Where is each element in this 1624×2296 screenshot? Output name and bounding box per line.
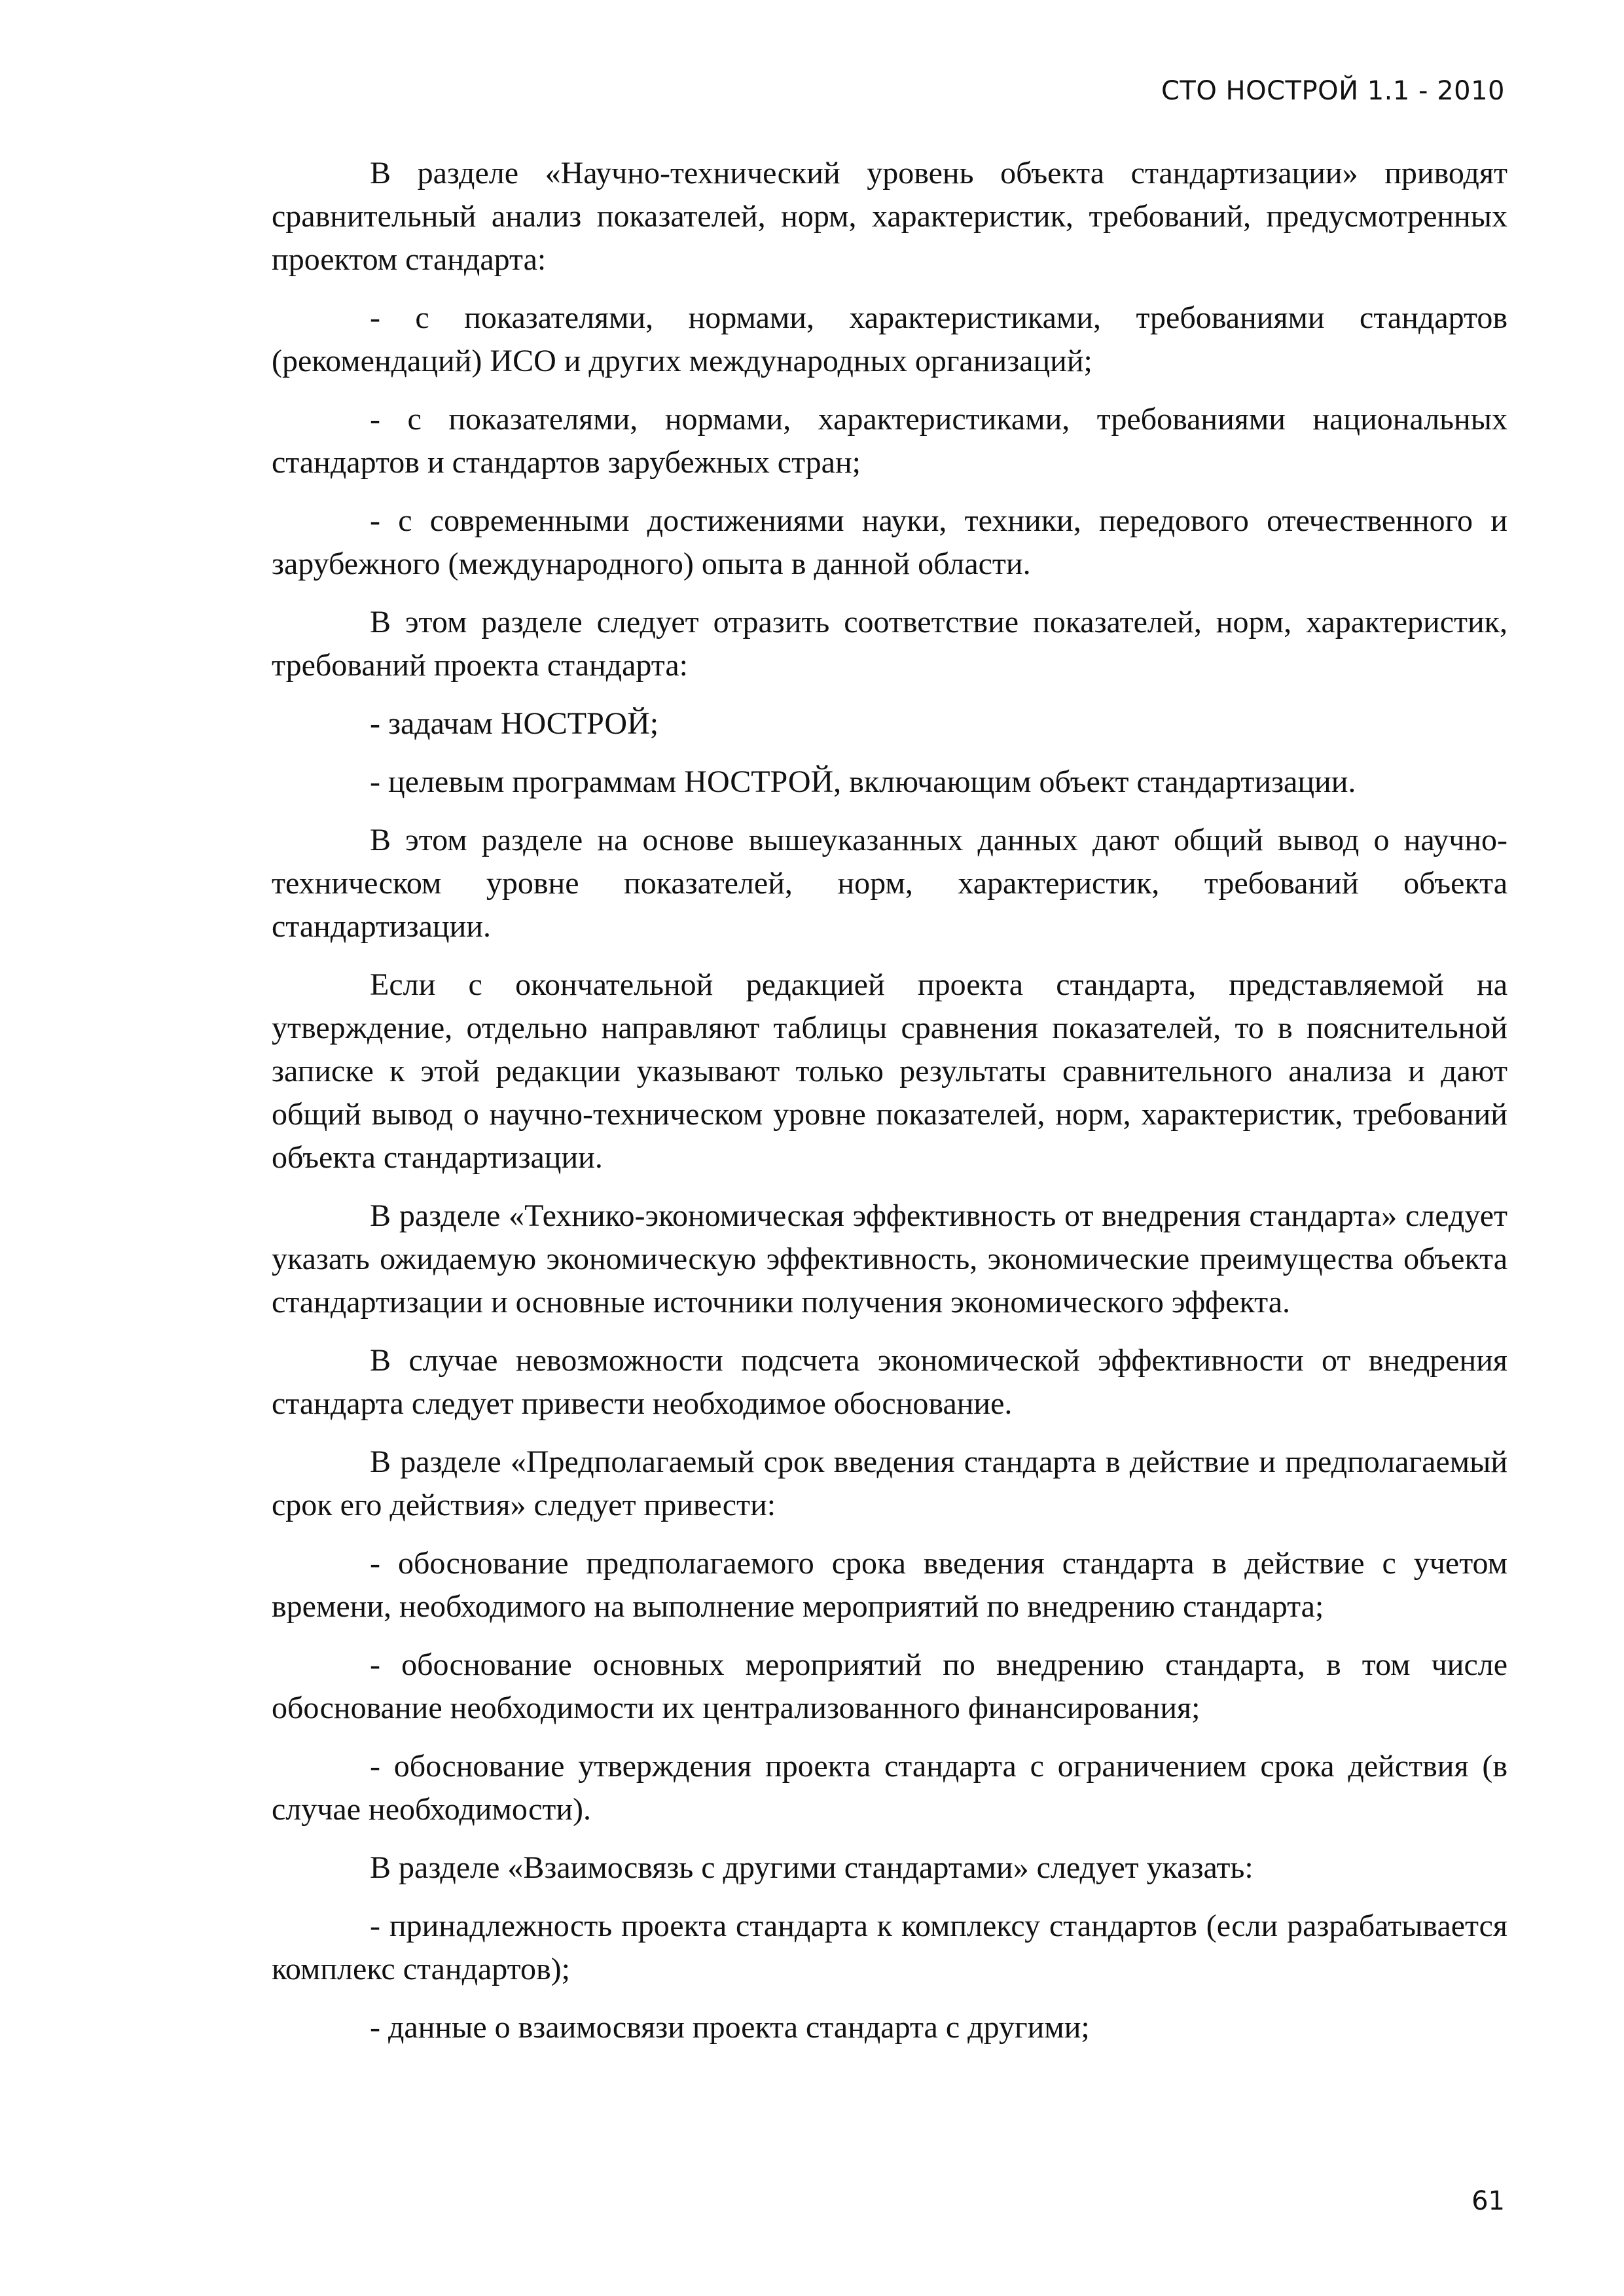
paragraph: В разделе «Научно-технический уровень объекта стандартизации» приводят сравнительный анализ показателей, норм, характеристик, требований, предусмотренных проектом стандарта: — [272, 156, 1507, 277]
document-code-header: СТО НОСТРОЙ 1.1 - 2010 — [1161, 76, 1505, 106]
list-item: - с показателями, нормами, характеристиками, требованиями стандартов (рекомендаций) ИСО и других международных организаций; — [272, 300, 1507, 378]
list-item: - с современными достижениями науки, техники, передового отечественного и зарубежного (международного) опыта в данной области. — [272, 503, 1507, 581]
list-item: - обоснование основных мероприятий по внедрению стандарта, в том числе обоснование необходимости их централизованного финансирования; — [272, 1647, 1507, 1725]
page-number: 61 — [1471, 2186, 1505, 2216]
document-body — [272, 152, 1507, 2064]
paragraph: В разделе «Взаимосвязь с другими стандартами» следует указать: — [370, 1850, 1254, 1885]
paragraph: В случае невозможности подсчета экономической эффективности от внедрения стандарта следует привести необходимое обоснование. — [272, 1343, 1507, 1421]
paragraph: Если с окончательной редакцией проекта стандарта, представляемой на утверждение, отдельно направляют таблицы сравнения показателей, то в пояснительной записке к этой редакции указывают только результаты сравнительного анализа и дают общий вывод о научно-техническом уровне показателей, норм, характеристик, требований объекта стандартизации. — [272, 967, 1507, 1175]
list-item: - целевым программам НОСТРОЙ, включающим объект стандартизации. — [370, 764, 1356, 799]
list-item: - обоснование предполагаемого срока введения стандарта в действие с учетом времени, необходимого на выполнение мероприятий по внедрению стандарта; — [272, 1546, 1507, 1624]
paragraph: В разделе «Технико-экономическая эффективность от внедрения стандарта» следует указать ожидаемую экономическую эффективность, экономические преимущества объекта стандартизации и основные источники получения экономического эффекта. — [272, 1198, 1507, 1319]
list-item: - задачам НОСТРОЙ; — [370, 706, 659, 741]
list-item: - с показателями, нормами, характеристиками, требованиями национальных стандартов и стандартов зарубежных стран; — [272, 402, 1507, 480]
paragraph: В этом разделе на основе вышеуказанных данных дают общий вывод о научно-техническом уровне показателей, норм, характеристик, требований объекта стандартизации. — [272, 823, 1507, 944]
list-item: - принадлежность проекта стандарта к комплексу стандартов (если разрабатывается комплекс стандартов); — [272, 1909, 1507, 1986]
paragraph: В этом разделе следует отразить соответствие показателей, норм, характеристик, требований проекта стандарта: — [272, 605, 1507, 683]
list-item: - обоснование утверждения проекта стандарта с ограничением срока действия (в случае необходимости). — [272, 1749, 1507, 1827]
paragraph: В разделе «Предполагаемый срок введения стандарта в действие и предполагаемый срок его действия» следует привести: — [272, 1444, 1507, 1522]
list-item: - данные о взаимосвязи проекта стандарта с другими; — [370, 2010, 1090, 2045]
